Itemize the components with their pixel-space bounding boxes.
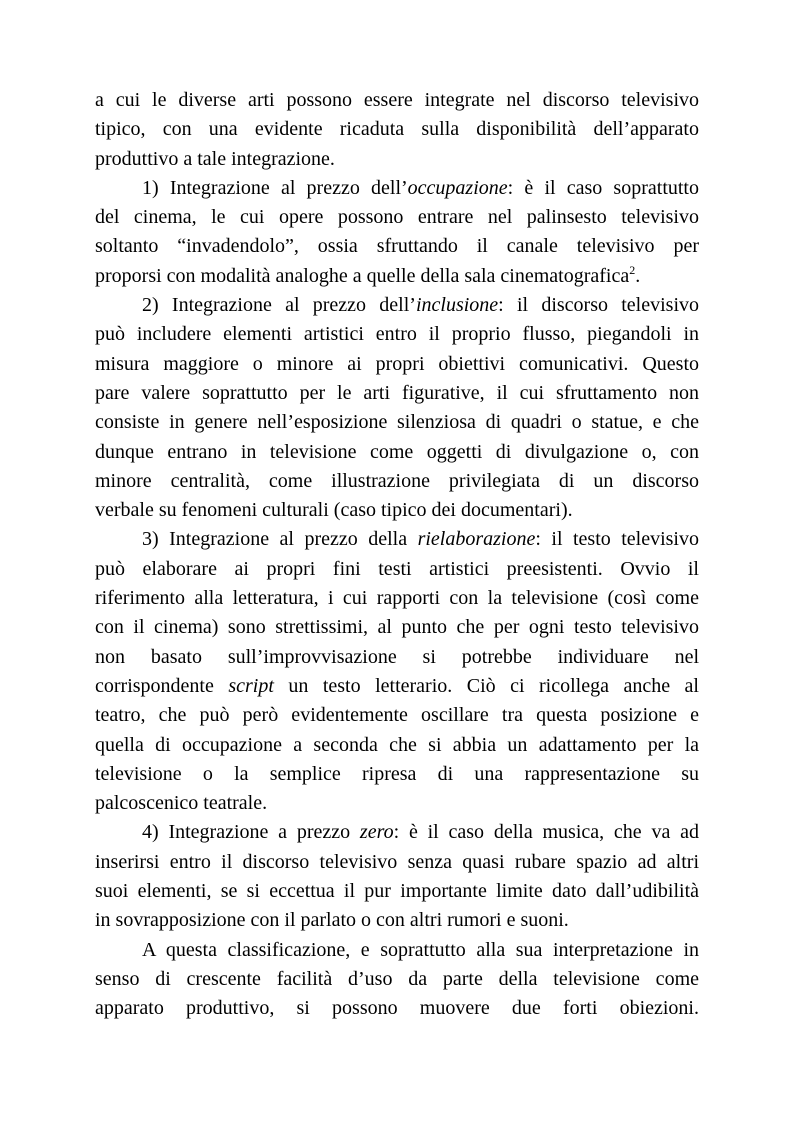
text-line <box>95 145 699 174</box>
text-line <box>95 760 699 789</box>
paragraph <box>95 174 699 291</box>
text-line <box>95 291 699 320</box>
text-run: verbale su fenomeni culturali (caso tipico dei documentari). <box>95 499 573 522</box>
text-line <box>95 555 699 584</box>
text-line <box>95 350 699 379</box>
text-run: suoi elementi, se si eccettua il pur importante limite dato dall’udibilità <box>95 880 699 903</box>
text-line <box>95 584 699 613</box>
paragraph <box>95 291 699 525</box>
text-run: 4) Integrazione a prezzo <box>142 821 360 844</box>
text-line <box>95 701 699 730</box>
italic-text: script <box>228 674 274 697</box>
text-run: 1) Integrazione al prezzo dell’ <box>142 176 408 199</box>
italic-text: inclusione <box>415 294 499 317</box>
footnote-ref: 2 <box>629 262 636 277</box>
text-run: : è il caso soprattutto <box>507 176 699 199</box>
text-run: A questa classificazione, e soprattutto alla sua interpretazione in <box>142 938 699 961</box>
text-run: proporsi con modalità analoghe a quelle della sala cinematografica <box>95 264 630 287</box>
text-run: del cinema, le cui opere possono entrare nel palinsesto televisivo <box>95 206 699 229</box>
text-line <box>95 232 699 261</box>
text-run: dunque entrano in televisione come oggetti di divulgazione o, con <box>95 440 699 463</box>
text-line <box>95 643 699 672</box>
text-run: 3) Integrazione al prezzo della <box>142 528 418 551</box>
text-line <box>95 496 699 525</box>
text-line <box>95 848 699 877</box>
text-run: quella di occupazione a seconda che si abbia un adattamento per la <box>95 733 699 756</box>
text-line <box>95 408 699 437</box>
text-run: televisione o la semplice ripresa di una rappresentazione su <box>95 762 699 785</box>
text-run: produttivo a tale integrazione. <box>95 147 335 170</box>
italic-text: zero <box>359 821 394 844</box>
text-line <box>95 789 699 818</box>
text-line <box>95 672 699 701</box>
paragraph <box>95 86 699 174</box>
text-line <box>95 877 699 906</box>
text-run: : è il caso della musica, che va ad <box>393 821 699 844</box>
text-line <box>95 525 699 554</box>
text-run: minore centralità, come illustrazione privilegiata di un discorso <box>95 469 699 492</box>
text-line <box>95 379 699 408</box>
text-line <box>95 936 699 965</box>
text-run: non basato sull’improvvisazione si potrebbe individuare nel <box>95 645 699 668</box>
text-line <box>95 818 699 847</box>
text-run: può includere elementi artistici entro il proprio flusso, piegandoli in <box>95 323 699 346</box>
text-run: . <box>635 264 641 287</box>
text-line <box>95 115 699 144</box>
text-line <box>95 86 699 115</box>
text-run: inserirsi entro il discorso televisivo senza quasi rubare spazio ad altri <box>95 850 699 873</box>
text-run: 2) Integrazione al prezzo dell’ <box>142 294 416 317</box>
text-line <box>95 731 699 760</box>
text-run: a cui le diverse arti possono essere integrate nel discorso televisivo <box>95 89 699 111</box>
text-run: senso di crescente facilità d’uso da parte della televisione come <box>95 967 699 990</box>
text-run: : il testo televisivo <box>535 528 699 551</box>
body-text <box>95 86 699 1024</box>
text-run: tipico, con una evidente ricaduta sulla disponibilità dell’apparato <box>95 118 699 141</box>
text-run: teatro, che può però evidentemente oscillare tra questa posizione e <box>95 704 699 727</box>
paragraph <box>95 936 699 1024</box>
text-run: può elaborare ai propri fini testi artistici preesistenti. Ovvio il <box>95 557 699 580</box>
text-run: soltanto “invadendolo”, ossia sfruttando il canale televisivo per <box>95 235 699 258</box>
text-run: riferimento alla letteratura, i cui rapporti con la televisione (così come <box>95 587 699 610</box>
text-run: misura maggiore o minore ai propri obiettivi comunicativi. Questo <box>95 352 699 375</box>
text-run: un testo letterario. Ciò ci ricollega anche al <box>273 674 699 697</box>
text-run: in sovrapposizione con il parlato o con altri rumori e suoni. <box>95 909 569 932</box>
text-run: corrispondente <box>95 674 229 697</box>
text-line <box>95 174 699 203</box>
text-run: consiste in genere nell’esposizione silenziosa di quadri o statue, e che <box>95 411 699 434</box>
text-run: apparato produttivo, si possono muovere due forti obiezioni. <box>95 997 699 1020</box>
document-page <box>95 86 699 1024</box>
italic-text: occupazione <box>407 176 508 199</box>
text-line <box>95 262 699 291</box>
text-run: : il discorso televisivo <box>498 294 699 317</box>
text-line <box>95 613 699 642</box>
text-line <box>95 994 699 1023</box>
text-run: palcoscenico teatrale. <box>95 792 268 815</box>
paragraph <box>95 525 699 818</box>
paragraph <box>95 818 699 935</box>
text-line <box>95 203 699 232</box>
text-line <box>95 906 699 935</box>
text-line <box>95 320 699 349</box>
italic-text: rielaborazione <box>417 528 536 551</box>
text-line <box>95 965 699 994</box>
text-line <box>95 467 699 496</box>
text-run: pare valere soprattutto per le arti figurative, il cui sfruttamento non <box>95 381 699 404</box>
text-run: con il cinema) sono strettissimi, al punto che per ogni testo televisivo <box>95 616 699 639</box>
text-line <box>95 438 699 467</box>
